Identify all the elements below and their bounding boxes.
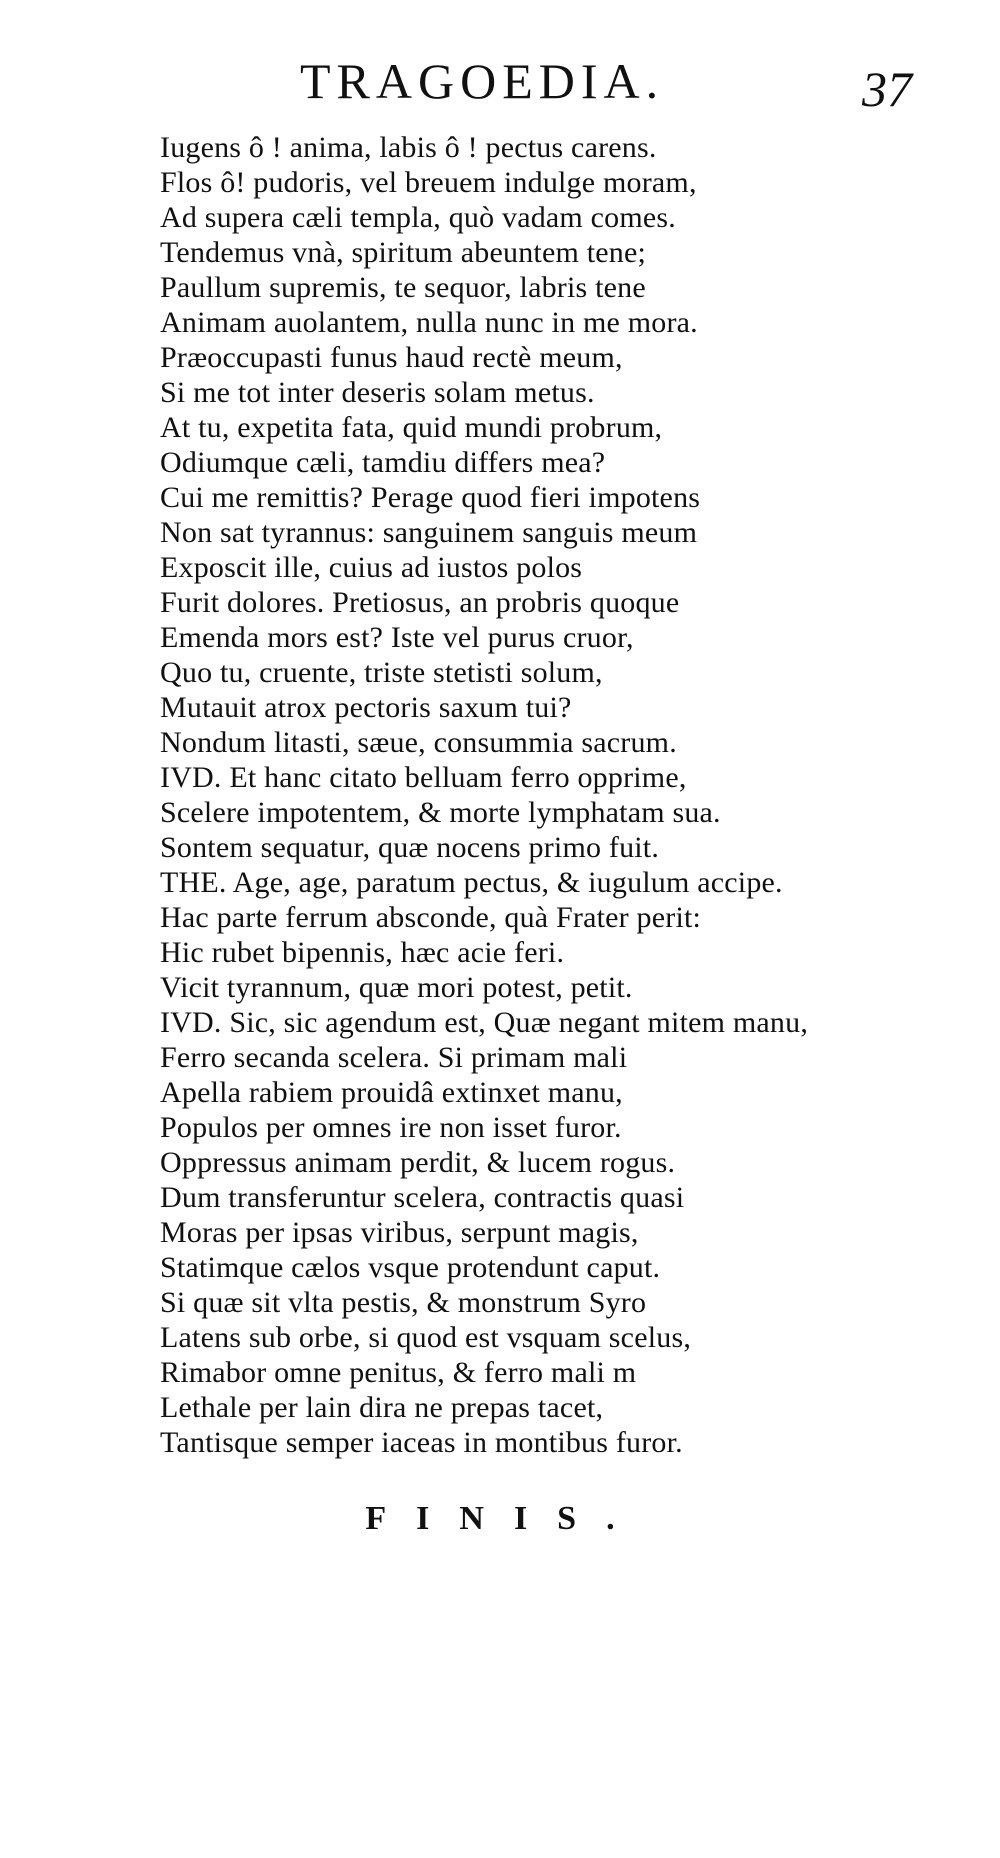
verse-line: Oppressus animam perdit, & lucem rogus. <box>160 1146 676 1179</box>
verse-line: Rimabor omne penitus, & ferro mali m <box>160 1356 637 1389</box>
verse-line: IVD. Sic, sic agendum est, Quæ negant mitem manu, <box>160 1006 809 1039</box>
verse-line: Lethale per lain dira ne prepas tacet, <box>160 1391 604 1424</box>
verse-line: Ferro secanda scelera. Si primam mali <box>160 1041 628 1074</box>
verse-line: At tu, expetita fata, quid mundi probrum, <box>160 411 663 444</box>
verse-line: Odiumque cæli, tamdiu differs mea? <box>160 446 606 479</box>
verse-line: Statimque cælos vsque protendunt caput. <box>160 1251 661 1284</box>
verse-line: Vicit tyrannum, quæ mori potest, petit. <box>160 971 633 1004</box>
verse-line: Dum transferuntur scelera, contractis quasi <box>160 1181 685 1214</box>
verse-line: Tendemus vnà, spiritum abeuntem tene; <box>160 236 647 269</box>
verse-line: Animam auolantem, nulla nunc in me mora. <box>160 306 698 339</box>
verse-line: Latens sub orbe, si quod est vsquam scelus, <box>160 1321 692 1354</box>
verse-line: Hic rubet bipennis, hæc acie feri. <box>160 936 565 969</box>
verse-line: Non sat tyrannus: sanguinem sanguis meum <box>160 516 698 549</box>
verse-line: Cui me remittis? Perage quod fieri impotens <box>160 481 701 514</box>
verse-line: Mutauit atrox pectoris saxum tui? <box>160 691 572 724</box>
verse-line: Præoccupasti funus haud rectè meum, <box>160 341 623 374</box>
verse-line: Paullum supremis, te sequor, labris tene <box>160 271 646 304</box>
verse-line: THE. Age, age, paratum pectus, & iugulum accipe. <box>160 866 783 899</box>
verse-line: Apella rabiem prouidâ extinxet manu, <box>160 1076 623 1109</box>
verse-line: Moras per ipsas viribus, serpunt magis, <box>160 1216 639 1249</box>
verse-line: Flos ô! pudoris, vel breuem indulge moram, <box>160 166 697 199</box>
colophon-finis: FINIS. <box>365 1500 645 1537</box>
verse-block <box>160 130 960 1460</box>
verse-line: Si quæ sit vlta pestis, & monstrum Syro <box>160 1286 647 1319</box>
verse-line: Sontem sequatur, quæ nocens primo fuit. <box>160 831 660 864</box>
verse-line: Scelere impotentem, & morte lymphatam sua. <box>160 796 721 829</box>
verse-line: Si me tot inter deseris solam metus. <box>160 376 595 409</box>
verse-line: Quo tu, cruente, triste stetisti solum, <box>160 656 603 689</box>
verse-line: Populos per omnes ire non isset furor. <box>160 1111 622 1144</box>
verse-line: Nondum litasti, sæue, consummia sacrum. <box>160 726 677 759</box>
verse-line: Tantisque semper iaceas in montibus furor. <box>160 1426 683 1459</box>
verse-line: Ad supera cæli templa, quò vadam comes. <box>160 201 676 234</box>
verse-line: Hac parte ferrum absconde, quà Frater perit: <box>160 901 702 934</box>
verse-line: Furit dolores. Pretiosus, an probris quoque <box>160 586 680 619</box>
running-title: TRAGOEDIA. <box>300 53 665 109</box>
verse-line: Iugens ô ! anima, labis ô ! pectus carens. <box>160 131 657 164</box>
verse-line: Emenda mors est? Iste vel purus cruor, <box>160 621 634 654</box>
verse-line: IVD. Et hanc citato belluam ferro opprime, <box>160 761 687 794</box>
page-number: 37 <box>862 61 912 117</box>
verse-line: Exposcit ille, cuius ad iustos polos <box>160 551 583 584</box>
